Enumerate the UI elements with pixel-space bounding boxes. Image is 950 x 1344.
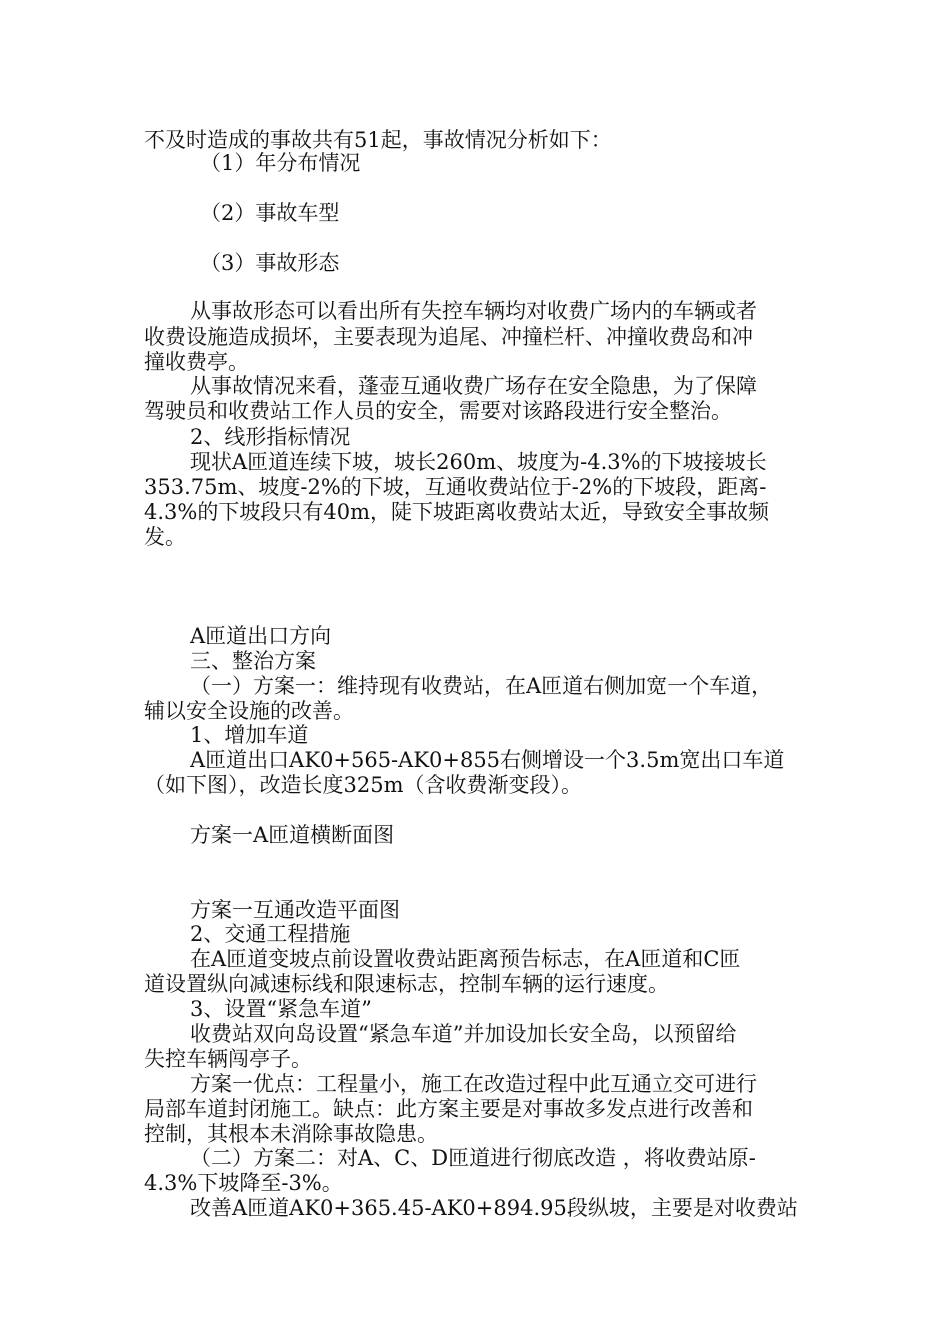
text-line: 353.75m、坡度-2%的下坡，互通收费站位于-2%的下坡段，距离- <box>144 475 767 499</box>
text-line: 改善A匝道AK0+365.45-AK0+894.95段纵坡，主要是对收费站 <box>190 1196 798 1220</box>
text-line: 辅以安全设施的改善。 <box>144 699 354 723</box>
text-line: 现状A匝道连续下坡，坡长260m、坡度为-4.3%的下坡接坡长 <box>190 450 767 474</box>
text-line: 4.3%的下坡段只有40m，陡下坡距离收费站太近，导致安全事故频 <box>144 500 769 524</box>
text-line: 从事故形态可以看出所有失控车辆均对收费广场内的车辆或者 <box>190 299 757 323</box>
section-heading: 三、整治方案 <box>190 649 316 673</box>
subheading-line: 2、线形指标情况 <box>190 425 351 449</box>
subheading-line: 2、交通工程措施 <box>190 922 351 946</box>
subheading-line: 1、增加车道 <box>190 723 309 747</box>
text-line: 道设置纵向减速标线和限速标志，控制车辆的运行速度。 <box>144 972 669 996</box>
text-line: 控制，其根本未消除事故隐患。 <box>144 1122 438 1146</box>
text-line: 4.3%下坡降至-3%。 <box>144 1171 343 1195</box>
text-line: 撞收费亭。 <box>144 350 249 374</box>
text-line: 收费站双向岛设置“紧急车道”并加设加长安全岛，以预留给 <box>190 1022 737 1046</box>
subheading-line: （1）年分布情况 <box>200 151 361 175</box>
subheading-line: （3）事故形态 <box>200 251 340 275</box>
subheading-line: （2）事故车型 <box>200 201 340 225</box>
text-line: （二）方案二：对A、C、D匝道进行彻底改造 ，将收费站原- <box>190 1146 756 1170</box>
text-line: 失控车辆闯亭子。 <box>144 1047 312 1071</box>
text-line: 发。 <box>144 525 186 549</box>
figure-caption: 方案一互通改造平面图 <box>190 898 400 922</box>
text-line: 方案一优点：工程量小，施工在改造过程中此互通立交可进行 <box>190 1072 757 1096</box>
text-line: 收费设施造成损坏，主要表现为追尾、冲撞栏杆、冲撞收费岛和冲 <box>144 325 753 349</box>
text-line: 在A匝道变坡点前设置收费站距离预告标志，在A匝道和C匝 <box>190 947 741 971</box>
text-line: （如下图），改造长度325m（含收费渐变段）。 <box>144 773 582 797</box>
figure-caption: A匝道出口方向 <box>190 624 332 648</box>
figure-caption: 方案一A匝道横断面图 <box>190 823 395 847</box>
text-line: 局部车道封闭施工。缺点：此方案主要是对事故多发点进行改善和 <box>144 1097 753 1121</box>
text-line: （一）方案一：维持现有收费站，在A匝道右侧加宽一个车道， <box>190 674 773 698</box>
text-line: 不及时造成的事故共有51起，事故情况分析如下： <box>144 128 612 152</box>
text-line: 从事故情况来看，蓬壶互通收费广场存在安全隐患，为了保障 <box>190 374 757 398</box>
subheading-line: 3、设置“紧急车道” <box>190 997 372 1021</box>
text-line: 驾驶员和收费站工作人员的安全，需要对该路段进行安全整治。 <box>144 399 732 423</box>
text-line: A匝道出口AK0+565-AK0+855右侧增设一个3.5m宽出口车道 <box>190 748 785 772</box>
